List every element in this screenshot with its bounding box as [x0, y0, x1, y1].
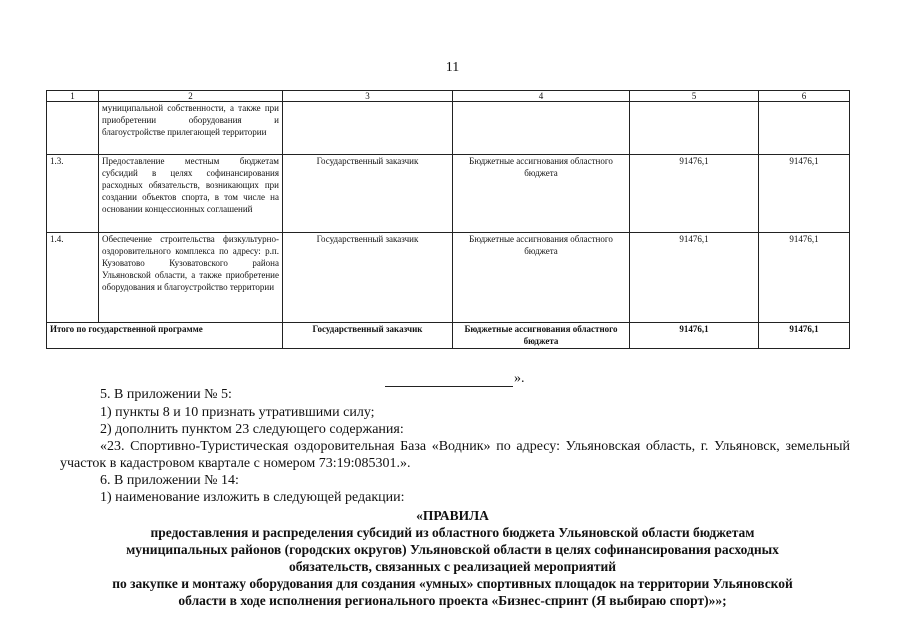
- row-funding-source: [453, 102, 630, 155]
- row-funding-source: Бюджетные ассигнования областного бюджета: [453, 155, 630, 233]
- paragraph-item-23: «23. Спортивно-Туристическая оздоровительная База «Водник» по адресу: Ульяновская область, г. Ульяновск, земельный участок в кадастровом квартале с номером 73:19:085301.».: [60, 439, 850, 471]
- column-header: 2: [99, 91, 283, 102]
- total-value-2: 91476,1: [759, 323, 850, 349]
- table-row: [47, 233, 850, 323]
- paragraph-add-item: 2) дополнить пунктом 23 следующего содержания:: [100, 422, 404, 437]
- column-header: 3: [283, 91, 453, 102]
- table-row: [47, 155, 850, 233]
- row-number: [47, 102, 99, 155]
- paragraph-rename: 1) наименование изложить в следующей редакции:: [100, 490, 405, 505]
- paragraph-appendix-5: 5. В приложении № 5:: [100, 387, 232, 402]
- total-label: Итого по государственной программе: [47, 323, 283, 349]
- column-header: 6: [759, 91, 850, 102]
- total-row: [47, 323, 850, 349]
- row-description: муниципальной собственности, а также при приобретении оборудования и благоустройстве прилегающей территории: [99, 102, 283, 155]
- table-end-mark: [385, 371, 525, 387]
- row-customer: Государственный заказчик: [283, 155, 453, 233]
- row-value-2: 91476,1: [759, 155, 850, 233]
- row-value-2: [759, 102, 850, 155]
- row-value-2: 91476,1: [759, 233, 850, 323]
- heading-line: по закупке и монтажу оборудования для создания «умных» спортивных площадок на территории Ульяновской: [112, 576, 793, 591]
- total-value-1: 91476,1: [630, 323, 759, 349]
- rules-heading: [40, 507, 865, 609]
- heading-line: «ПРАВИЛА: [416, 508, 489, 523]
- table-row: [47, 102, 850, 155]
- paragraph-items-void: 1) пункты 8 и 10 признать утратившими силу;: [100, 405, 375, 420]
- row-funding-source: Бюджетные ассигнования областного бюджета: [453, 233, 630, 323]
- total-customer: Государственный заказчик: [283, 323, 453, 349]
- budget-table: [46, 90, 850, 349]
- heading-line: обязательств, связанных с реализацией мероприятий: [288, 559, 617, 574]
- total-funding-source: Бюджетные ассигнования областного бюджета: [453, 323, 630, 349]
- row-number: 1.4.: [47, 233, 99, 323]
- heading-line: области в ходе исполнения регионального проекта «Бизнес-спринт (Я выбираю спорт)»»;: [178, 593, 727, 608]
- row-customer: [283, 102, 453, 155]
- heading-line: муниципальных районов (городских округов) Ульяновской области в целях софинансирования расходных: [126, 542, 779, 557]
- paragraph-appendix-14: 6. В приложении № 14:: [100, 473, 239, 488]
- table-header-row: [47, 91, 850, 102]
- column-header: 4: [453, 91, 630, 102]
- page-number: 11: [445, 60, 460, 75]
- row-description: Обеспечение строительства физкультурно-оздоровительного комплекса по адресу: р.п. Кузоватово Кузоватовского района Ульяновской области, а также приобретение оборудования и благоустройство территории: [99, 233, 283, 323]
- row-customer: Государственный заказчик: [283, 233, 453, 323]
- column-header: 1: [47, 91, 99, 102]
- heading-line: предоставления и распределения субсидий из областного бюджета Ульяновской области бюджетам: [150, 525, 755, 540]
- row-value-1: [630, 102, 759, 155]
- end-quote: ».: [514, 371, 525, 386]
- row-description: Предоставление местным бюджетам субсидий в целях софинансирования расходных обязательств, возникающих при создании объектов спорта, в том числе на основании концессионных соглашений: [99, 155, 283, 233]
- row-value-1: 91476,1: [630, 233, 759, 323]
- column-header: 5: [630, 91, 759, 102]
- row-value-1: 91476,1: [630, 155, 759, 233]
- row-number: 1.3.: [47, 155, 99, 233]
